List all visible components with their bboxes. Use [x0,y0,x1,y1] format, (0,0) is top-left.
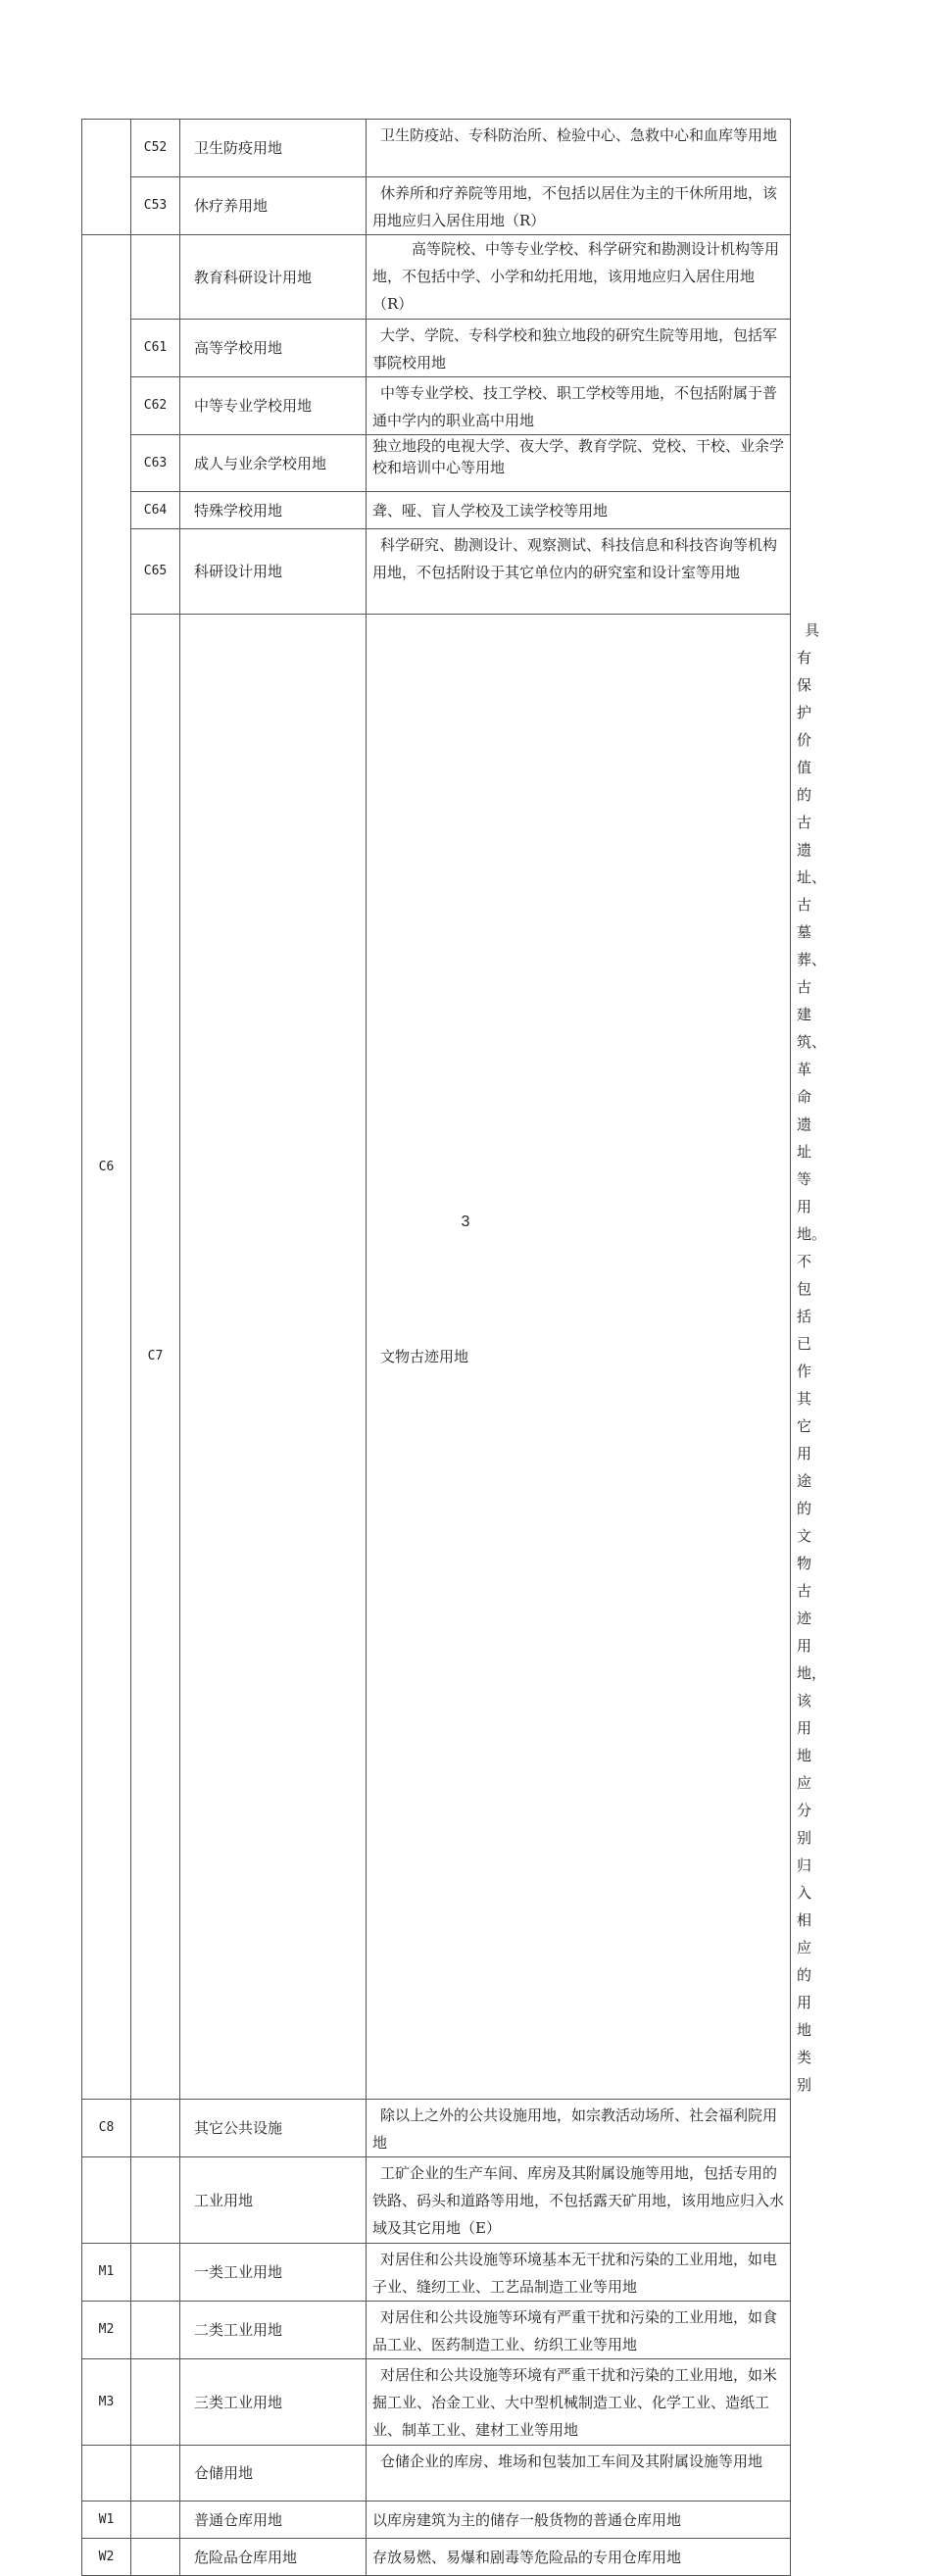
code-cell: C7 [131,615,180,2100]
desc-cell: 科学研究、勘测设计、观察测试、科技信息和科技咨询等机构用地，不包括附设于其它单位内的研究室和设计室等用地 [367,529,791,615]
table-row: C7 文物古迹用地 具有保护价值的古遗址、古墓葬、古建筑、革命遗址等用地。不包括已作其它用途的文物古迹用地，该用地应分别归入相应的用地类别 [82,615,791,2100]
table-row [82,2539,791,2576]
desc-cell: 对居住和公共设施等环境有严重干扰和污染的工业用地，如米掘工业、冶金工业、大中型机械制造工业、化学工业、造纸工业、制革工业、建材工业等用地 [367,2359,791,2446]
name-cell: 休疗养用地 [180,177,367,235]
sub-code-cell: C64 [131,492,180,529]
desc-cell: 大学、学院、专科学校和独立地段的研究生院等用地，包括军事院校用地 [367,320,791,377]
table-row [82,2100,791,2157]
table-row [82,377,791,435]
sub-code-cell [131,2100,180,2157]
desc-cell: 中等专业学校、技工学校、职工学校等用地，不包括附属于普通中学内的职业高中用地 [367,377,791,435]
code-cell: C8 [82,2100,131,2157]
sub-code-cell [131,2502,180,2539]
sub-code-cell [131,235,180,320]
table-row [82,235,791,320]
desc-cell: 除以上之外的公共设施用地，如宗教活动场所、社会福利院用地 [367,2100,791,2157]
desc-cell: 休养所和疗养院等用地，不包括以居住为主的干休所用地，该用地应归入居住用地（R） [367,177,791,235]
desc-cell: 仓储企业的库房、堆场和包装加工车间及其附属设施等用地 [367,2446,791,2502]
code-cell [82,2157,131,2244]
table-row [82,2359,791,2446]
table-row [82,2446,791,2502]
sub-code-cell: C63 [131,435,180,492]
sub-code-cell [131,2446,180,2502]
table-row [82,2244,791,2302]
name-cell: 教育科研设计用地 [180,235,367,320]
sub-code-cell: C62 [131,377,180,435]
desc-cell: 高等院校、中等专业学校、科学研究和勘测设计机构等用地，不包括中学、小学和幼托用地，该用地应归入居住用地（R） [367,235,791,320]
name-cell: 特殊学校用地 [180,492,367,529]
table-row [82,2302,791,2359]
desc-clip: 独立地段的电视大学、夜大学、教育学院、党校、干校、业余学校和培训中心等用地 [372,437,784,476]
code-cell [82,2446,131,2502]
sub-code-cell [131,2157,180,2244]
name-cell: 中等专业学校用地 [180,377,367,435]
code-cell: M2 [82,2302,131,2359]
code-cell: W2 [82,2539,131,2576]
name-cell: 危险品仓库用地 [180,2539,367,2576]
code-cell: M3 [82,2359,131,2446]
table-row [82,120,791,177]
code-cell: W1 [82,2502,131,2539]
name-cell: 普通仓库用地 [180,2502,367,2539]
sub-code-cell [131,2359,180,2446]
sub-code-cell: C52 [131,120,180,177]
sub-code-cell: C61 [131,320,180,377]
table-row [82,435,791,492]
page-number: 3 [461,1214,470,1230]
desc-cell: 卫生防疫站、专科防治所、检验中心、急救中心和血库等用地 [367,120,791,177]
sub-code-cell: C53 [131,177,180,235]
table-row [82,492,791,529]
name-cell: 高等学校用地 [180,320,367,377]
name-cell: 其它公共设施 [180,2100,367,2157]
name-cell: 一类工业用地 [180,2244,367,2302]
name-cell: 科研设计用地 [180,529,367,615]
sub-code-cell [131,2302,180,2359]
code-cell [82,120,131,235]
desc-cell: 对居住和公共设施等环境基本无干扰和污染的工业用地，如电子业、缝纫工业、工艺品制造工业等用地 [367,2244,791,2302]
name-cell: 成人与业余学校用地 [180,435,367,492]
name-cell: 工业用地 [180,2157,367,2244]
name-cell: 文物古迹用地 [367,615,791,2100]
name-cell: 卫生防疫用地 [180,120,367,177]
sub-code-cell: C65 [131,529,180,615]
desc-cell: 以库房建筑为主的储存一般货物的普通仓库用地 [367,2502,791,2539]
desc-cell: 工矿企业的生产车间、库房及其附属设施等用地，包括专用的铁路、码头和道路等用地，不包括露天矿用地，该用地应归入水域及其它用地（E） [367,2157,791,2244]
name-cell: 仓储用地 [180,2446,367,2502]
sub-code-cell [180,615,367,2100]
desc-cell: 存放易燃、易爆和剧毒等危险品的专用仓库用地 [367,2539,791,2576]
name-cell: 三类工业用地 [180,2359,367,2446]
table-row [82,177,791,235]
code-cell: M1 [82,2244,131,2302]
sub-code-cell [131,2539,180,2576]
desc-cell: 聋、哑、盲人学校及工读学校等用地 [367,492,791,529]
sub-code-cell [131,2244,180,2302]
table-row [82,2157,791,2244]
table-row [82,529,791,615]
table-row [82,2502,791,2539]
table-row [82,320,791,377]
desc-cell [367,435,791,492]
code-cell: C6 [82,235,131,2100]
name-cell: 二类工业用地 [180,2302,367,2359]
land-use-table [81,119,827,2576]
desc-cell: 对居住和公共设施等环境有严重干扰和污染的工业用地，如食品工业、医药制造工业、纺织工业等用地 [367,2302,791,2359]
